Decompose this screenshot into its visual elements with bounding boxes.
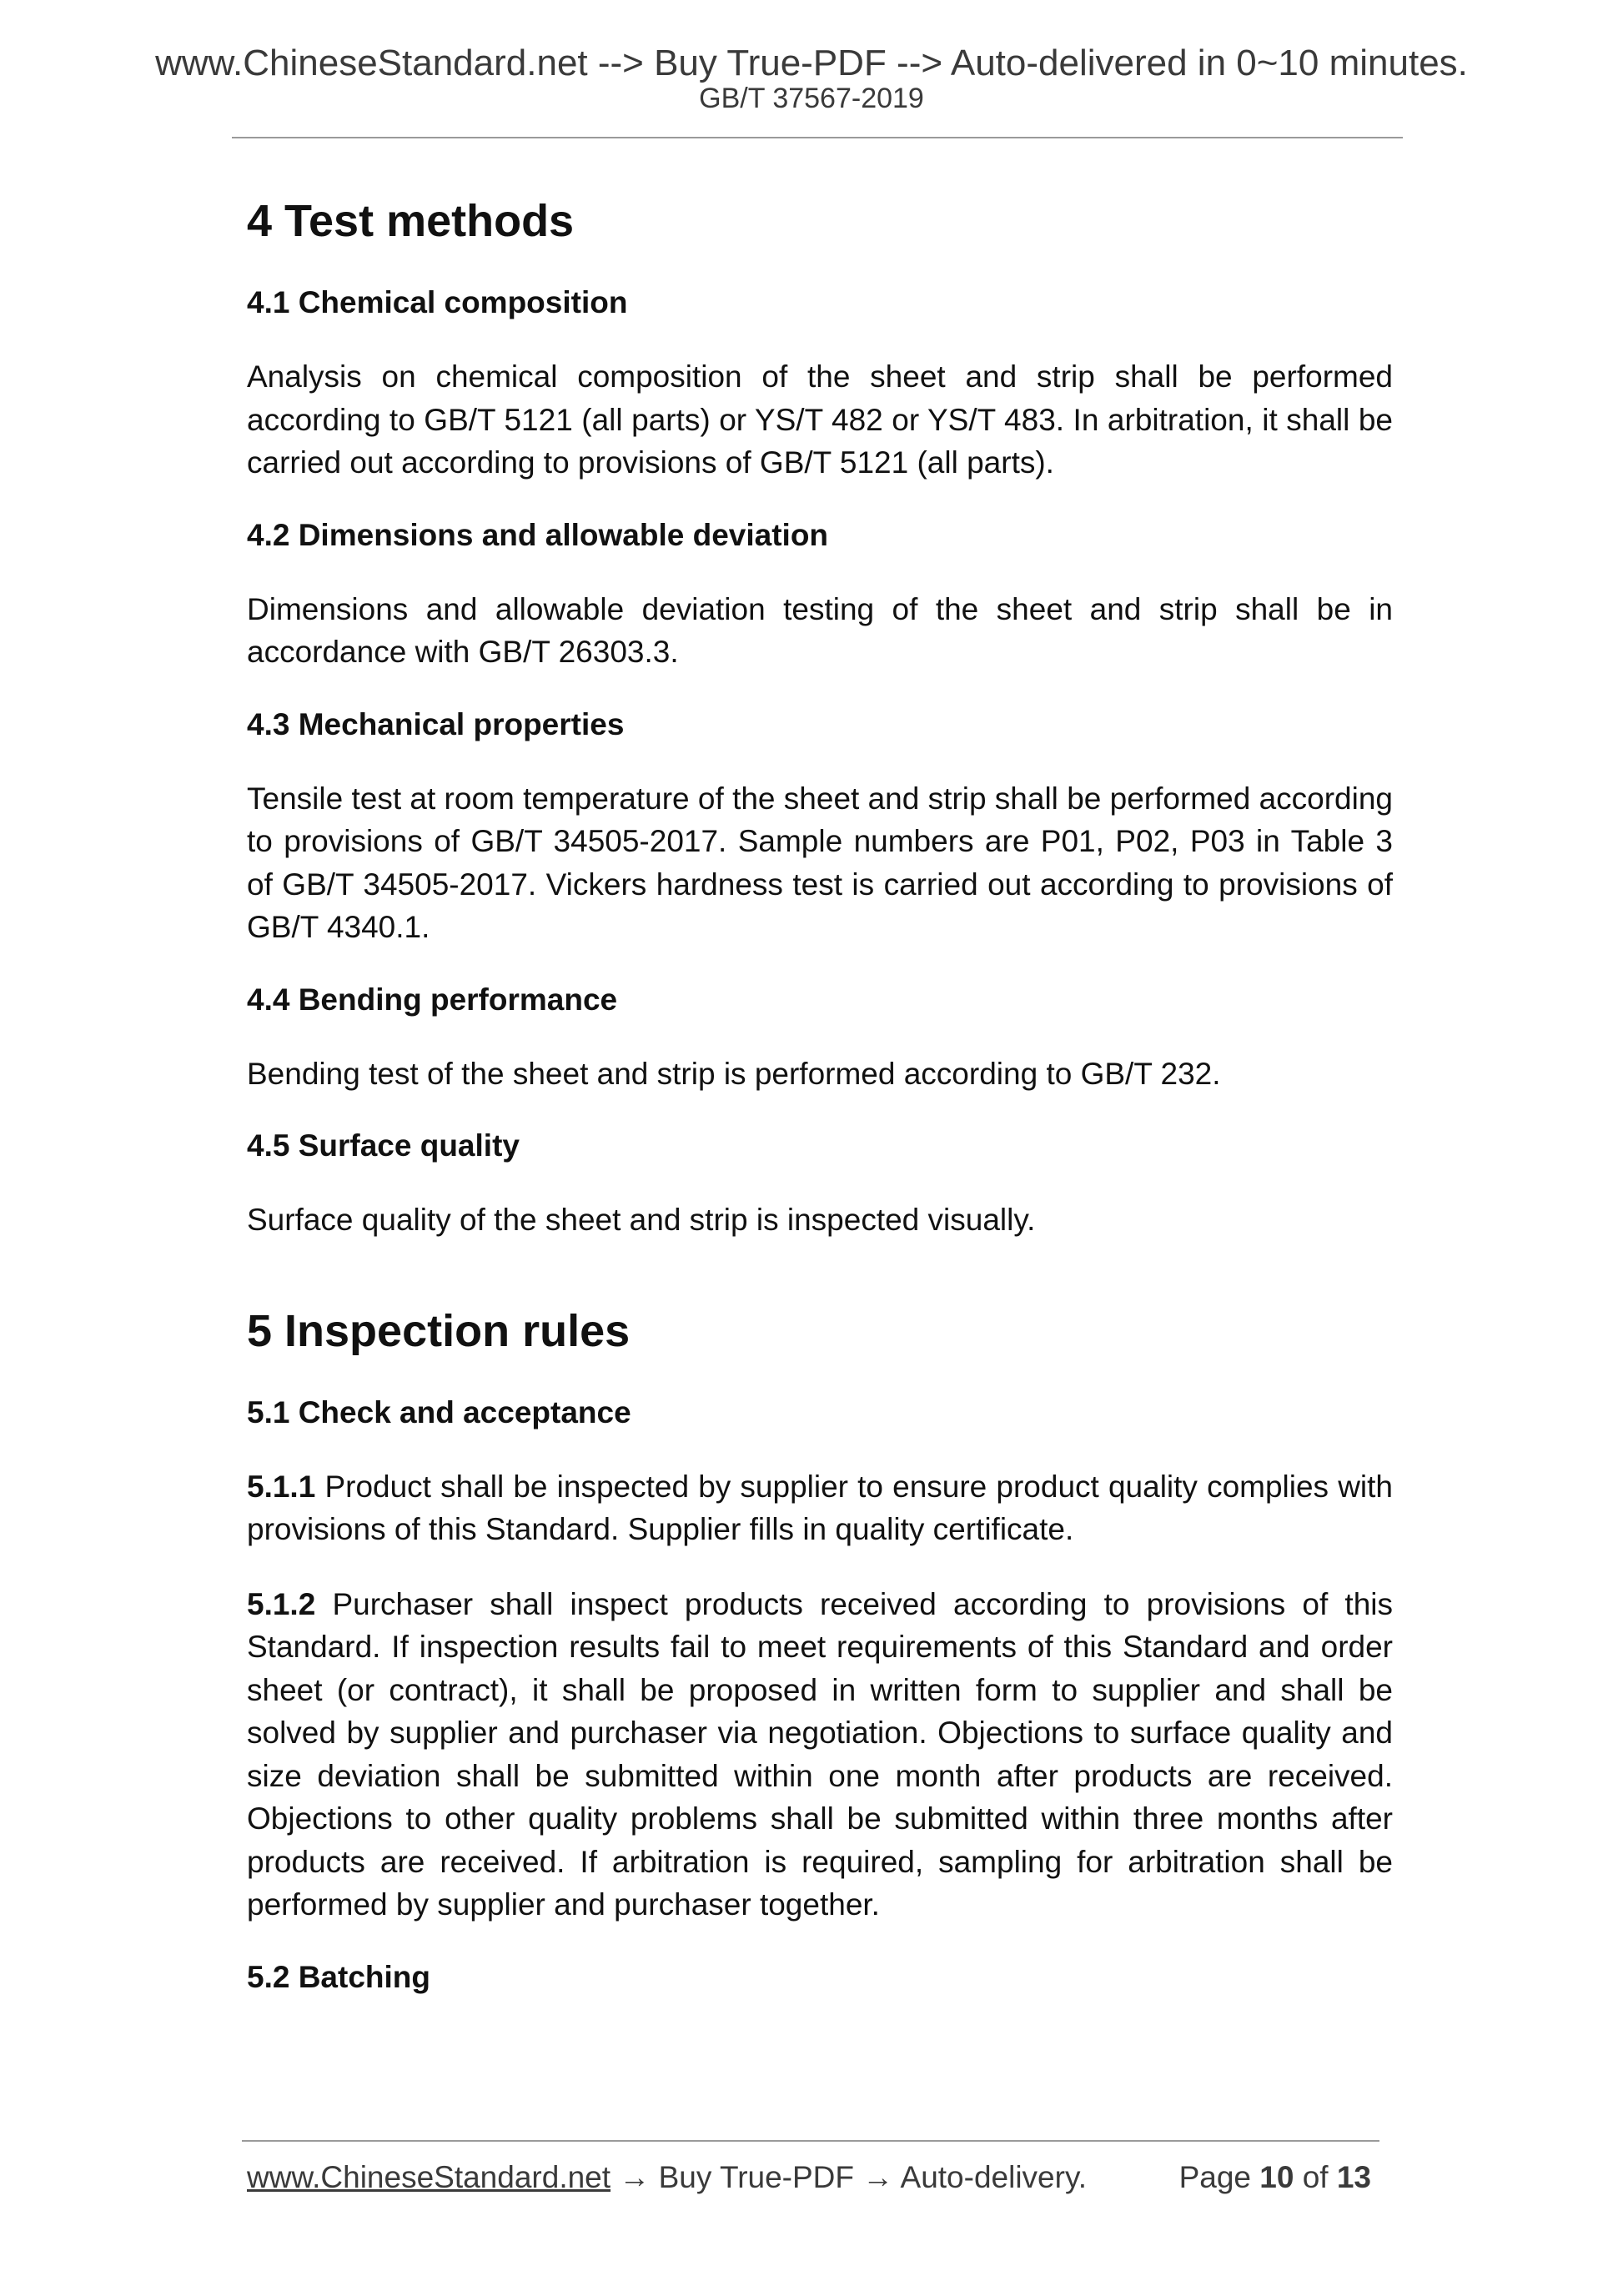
- section-4-1-text: Analysis on chemical composition of the sheet and strip shall be performed according to GB/T 5121 (all parts) or YS/T 482 or YS/T 483. In arbitration, it shall be carried out according to provisions of GB/T 5121 (all parts).: [247, 359, 1393, 480]
- section-4-5-heading: 4.5 Surface quality: [247, 1128, 520, 1163]
- section-4-heading: 4 Test methods: [247, 196, 575, 246]
- footer-site-link[interactable]: www.ChineseStandard.net: [247, 2160, 611, 2194]
- section-5-2-heading: 5.2 Batching: [247, 1959, 430, 1994]
- section-5-1-heading: 5.1 Check and acceptance: [247, 1394, 631, 1429]
- clause-5-1-1: [247, 1465, 1393, 1551]
- section-4-3-text: Tensile test at room temperature of the sheet and strip shall be performed according to provisions of GB/T 34505-2017. Sample numbers are P01, P02, P03 in Table 3 of GB/T 34505-2017. Vickers hardness test is carried out according to provisions of GB/T 4340.1.: [247, 781, 1393, 944]
- document-code: GB/T 37567-2019: [699, 83, 924, 114]
- clause-5-1-1-number: 5.1.1: [247, 1469, 316, 1504]
- page-label: Page: [1178, 2160, 1251, 2194]
- header-banner: www.ChineseStandard.net --> Buy True-PDF --> Auto-delivered in 0~10 minutes.: [155, 43, 1468, 83]
- footer-divider: [242, 2140, 1379, 2142]
- section-4-1-heading: 4.1 Chemical composition: [247, 285, 628, 319]
- section-4-4-heading: 4.4 Bending performance: [247, 982, 618, 1017]
- section-4-4-text: Bending test of the sheet and strip is performed according to GB/T 232.: [247, 1056, 1221, 1091]
- document-body: [247, 185, 1393, 1998]
- footer-left: [247, 2158, 1087, 2197]
- section-5-heading: 5 Inspection rules: [247, 1305, 631, 1356]
- clause-5-1-2: [247, 1583, 1393, 1927]
- page-total: 13: [1336, 2160, 1371, 2194]
- section-4-2-text: Dimensions and allowable deviation testing of the sheet and strip shall be in accordance with GB/T 26303.3.: [247, 591, 1393, 669]
- clause-5-1-2-text: Purchaser shall inspect products received according to provisions of this Standard. If inspection results fail to meet requirements of this Standard and order sheet (or contract), it shall be proposed in written form to supplier and shall be solved by supplier and purchaser via negotiation. Objections to surface quality and size deviation shall be submitted within one month after products are received. Objections to other quality problems shall be submitted within three months after products are received. If arbitration is required, sampling for arbitration shall be performed by supplier and purchaser together.: [247, 1586, 1393, 1922]
- page-of-label: of: [1302, 2160, 1329, 2194]
- footer-tagline: → Buy True-PDF → Auto-delivery.: [611, 2160, 1087, 2194]
- section-4-5-text: Surface quality of the sheet and strip is inspected visually.: [247, 1203, 1036, 1237]
- section-4-2-heading: 4.2 Dimensions and allowable deviation: [247, 517, 829, 552]
- section-4-3-heading: 4.3 Mechanical properties: [247, 706, 625, 741]
- page-current: 10: [1259, 2160, 1294, 2194]
- header-divider: [232, 137, 1403, 138]
- clause-5-1-2-number: 5.1.2: [247, 1586, 316, 1621]
- page-number: [1179, 2158, 1371, 2197]
- clause-5-1-1-text: Product shall be inspected by supplier to ensure product quality complies with provisions of this Standard. Supplier fills in quality certificate.: [247, 1469, 1394, 1546]
